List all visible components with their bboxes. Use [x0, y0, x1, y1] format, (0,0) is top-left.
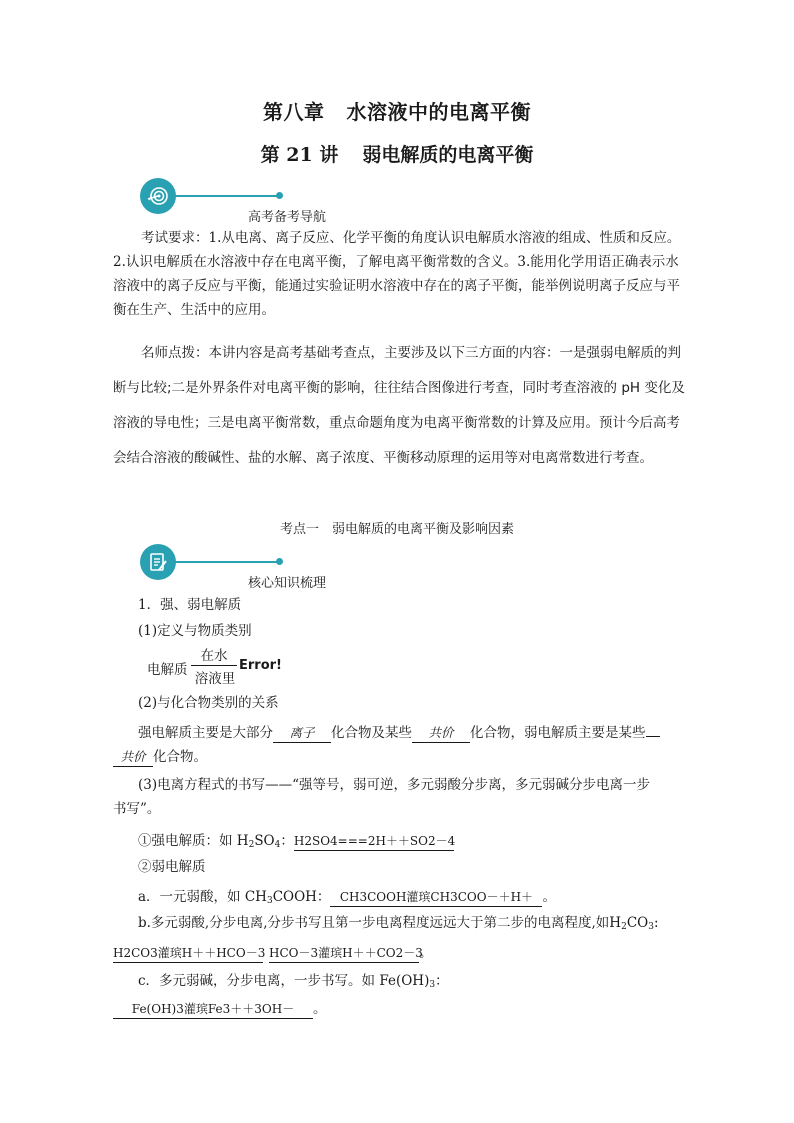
fill-hco3: HCO－3灌瑸H＋＋CO2－3	[269, 946, 423, 960]
blank-hco3	[269, 944, 423, 963]
section-label: 核心知识梳理	[248, 576, 327, 591]
relation-line	[138, 722, 660, 744]
strong-text-c: ：	[280, 833, 294, 849]
weak-a-text: a．一元弱酸，如 CH	[138, 889, 267, 905]
fill-feoh3: Fe(OH)3灌瑸Fe3＋＋3OH－	[131, 1002, 295, 1016]
weak-base-line	[138, 970, 449, 996]
heading-1-3: (3)电离方程式的书写——“强等号，弱可逆，多元弱酸分步离，多元弱碱分步电离一步	[138, 777, 651, 793]
fill-covalent-1: 共价	[428, 725, 454, 740]
blank-h2co3	[113, 944, 266, 963]
fill-h2so4: H2SO4===2H＋＋SO2－4	[293, 834, 456, 848]
subscript: 3	[648, 922, 654, 932]
subscript: 3	[266, 896, 273, 906]
blank-covalent-2	[113, 748, 153, 767]
fraction-bar	[191, 665, 237, 666]
relation-line-2	[113, 746, 207, 768]
weak-b-text-2: CO	[626, 915, 649, 931]
blank-feoh3	[113, 1000, 313, 1019]
lecture-number: 第 21 讲	[260, 144, 339, 166]
weak-c-end: 。	[313, 1001, 327, 1017]
header-line	[174, 561, 278, 563]
fraction-numerator: 在水	[200, 648, 228, 664]
subscript: 3	[429, 980, 436, 990]
fill-covalent-2: 共价	[120, 749, 146, 764]
weak-b-text: b.多元弱酸,分步电离,分步书写且第一步电离程度远远大于第二步的电离程度,如H	[138, 915, 622, 931]
section-header-knowledge	[140, 544, 400, 591]
weak-electrolyte-heading: ②弱电解质	[138, 859, 206, 875]
lecture-title	[0, 140, 794, 167]
fraction-word: 电解质	[147, 662, 188, 678]
header-line	[174, 195, 278, 197]
relation-text-a: 强电解质主要是大部分	[138, 725, 273, 741]
weak-base-equation	[113, 998, 327, 1020]
heading-1-3-cont: 书写”。	[113, 801, 161, 817]
subscript: 2	[248, 840, 255, 850]
target-icon	[140, 178, 176, 214]
header-dot	[276, 192, 283, 199]
blank-covalent-2-start	[646, 736, 660, 737]
notes-icon	[140, 544, 176, 580]
weak-acid-line	[138, 886, 556, 912]
fill-h2co3: H2CO3灌瑸H＋＋HCO－3	[113, 946, 266, 960]
weak-polyacid-line	[138, 912, 659, 938]
blank-h2so4	[294, 832, 454, 851]
chapter-title	[0, 96, 794, 125]
chapter-number: 第八章	[263, 100, 325, 124]
teacher-tip: 名师点拨：本讲内容是高考基础考查点，主要涉及以下三方面的内容：一是强弱电解质的判断与比较;二是外界条件对电离平衡的影响，往往结合图像进行考查，同时考查溶液的 pH 变化及溶液的导电性；三是电离平衡常数，重点命题角度为电离平衡常数的计算及应用。预计今后高考会结合溶液的酸碱性、盐的水解、离子浓度、平衡移动原理的运用等对电离常数进行考查。	[113, 345, 685, 466]
relation-text-d: 化合物。	[153, 749, 207, 765]
header-dot	[276, 558, 283, 565]
fraction-denominator: 溶液里	[194, 671, 236, 687]
weak-b-text-3: :	[653, 915, 659, 931]
heading-1: 1．强、弱电解质	[138, 597, 242, 613]
section-header-guide	[140, 178, 400, 225]
chapter-name: 水溶液中的电离平衡	[346, 100, 531, 124]
blank-ch3cooh	[330, 888, 542, 907]
fill-ch3cooh: CH3COOH灌瑸CH3COO－＋H＋	[339, 890, 534, 904]
strong-electrolyte-line	[138, 830, 454, 856]
heading-1-2: (2)与化合物类别的关系	[138, 695, 279, 711]
fill-ionic: 离子	[289, 725, 315, 740]
weak-b-end: 。	[419, 945, 433, 961]
heading-1-1: (1)定义与物质类别	[138, 623, 252, 639]
blank-covalent-1	[412, 724, 470, 743]
strong-text-a: ①强电解质：如 H	[138, 833, 249, 849]
point-title: 考点一 弱电解质的电离平衡及影响因素	[279, 522, 514, 537]
section-label: 高考备考导航	[248, 210, 327, 225]
relation-text-c: 化合物，弱电解质主要是某些	[470, 725, 646, 741]
lecture-name: 弱电解质的电离平衡	[362, 144, 534, 166]
relation-text-b: 化合物及某些	[331, 725, 412, 741]
exam-requirements: 考试要求：1.从电离、离子反应、化学平衡的角度认识电解质水溶液的组成、性质和反应。2.认识电解质在水溶液中存在电离平衡，了解电离平衡常数的含义。3.能用化学用语正确表示水溶液中的离子反应与平衡，能通过实验证明水溶液中存在的离子平衡，能举例说明离子反应与平衡在生产、生活中的应用。	[113, 230, 681, 318]
subscript: 4	[274, 840, 281, 850]
blank-ionic	[273, 724, 331, 743]
subscript: 2	[621, 922, 627, 932]
weak-c-text: c．多元弱碱，分步电离，一步书写。如 Fe(OH)	[138, 973, 430, 989]
weak-polyacid-equations	[113, 942, 433, 964]
weak-c-text-2: ：	[435, 973, 449, 989]
weak-a-end: 。	[542, 889, 556, 905]
strong-text-b: SO	[254, 833, 275, 849]
error-text: Error!	[239, 658, 282, 673]
weak-a-text-2: COOH：	[272, 889, 331, 905]
